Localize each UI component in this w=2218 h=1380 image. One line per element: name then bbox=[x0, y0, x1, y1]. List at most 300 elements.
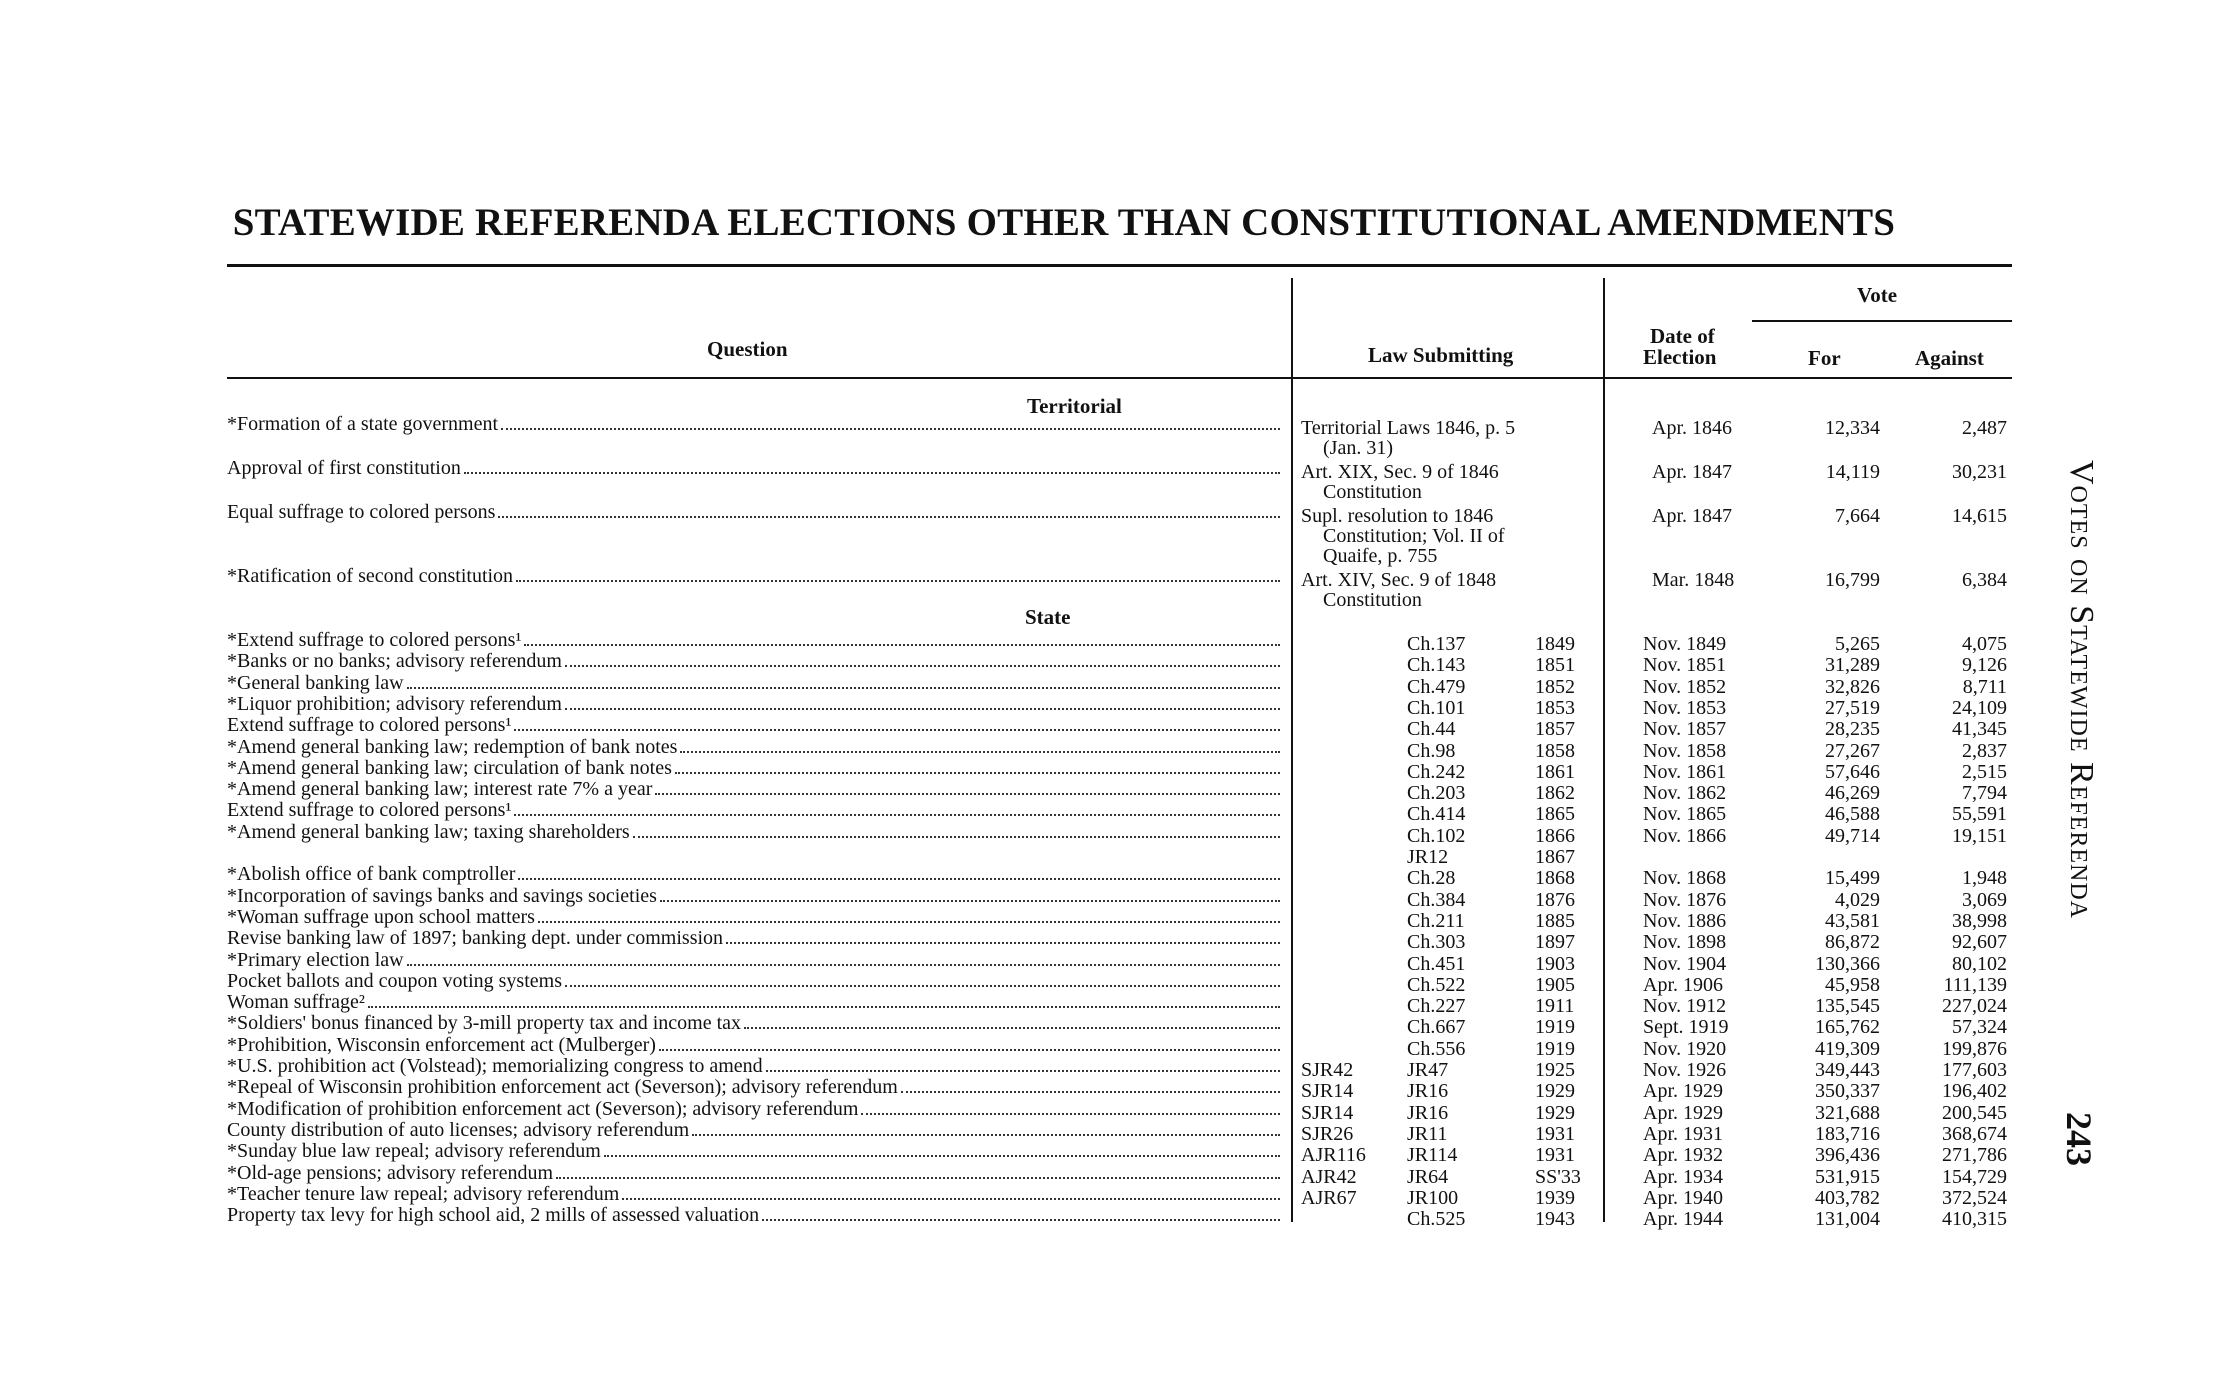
question-text: Extend suffrage to colored persons¹ bbox=[227, 714, 512, 736]
question-text: *Ratification of second constitution bbox=[227, 565, 514, 587]
law-year: 1939 bbox=[1535, 1187, 1575, 1209]
vote-against: 24,109 bbox=[1952, 697, 2007, 719]
vote-against: 41,345 bbox=[1952, 718, 2007, 740]
dot-leader bbox=[368, 1005, 1280, 1008]
dot-leader bbox=[633, 835, 1280, 838]
vote-for: 49,714 bbox=[1825, 825, 1880, 847]
chapter: Ch.522 bbox=[1407, 974, 1466, 996]
table-row bbox=[0, 949, 2218, 975]
law-year: 1853 bbox=[1535, 697, 1575, 719]
vote-for: 419,309 bbox=[1815, 1038, 1880, 1060]
chapter: Ch.101 bbox=[1407, 697, 1466, 719]
question-cell bbox=[227, 822, 1280, 842]
dot-leader bbox=[501, 427, 1280, 430]
table-row bbox=[0, 906, 2218, 932]
vote-for: 45,958 bbox=[1825, 974, 1880, 996]
chapter: Ch.303 bbox=[1407, 931, 1466, 953]
election-date: Nov. 1912 bbox=[1643, 995, 1727, 1017]
dot-leader bbox=[622, 1197, 1280, 1200]
election-date: Apr. 1906 bbox=[1643, 974, 1723, 996]
dot-leader bbox=[407, 963, 1280, 966]
vote-for: 7,664 bbox=[1835, 505, 1880, 527]
chapter: Ch.102 bbox=[1407, 825, 1466, 847]
law-submitting-line: Territorial Laws 1846, p. 5 bbox=[1301, 417, 1516, 439]
page-number: 243 bbox=[2059, 1112, 2099, 1166]
question-cell bbox=[227, 502, 1280, 522]
question-cell bbox=[227, 630, 1280, 650]
dot-leader bbox=[604, 1154, 1280, 1157]
law-year: 1867 bbox=[1535, 846, 1575, 868]
election-date: Nov. 1851 bbox=[1643, 654, 1727, 676]
question-text: *Liquor prohibition; advisory referendum bbox=[227, 693, 562, 715]
question-text: *U.S. prohibition act (Volstead); memorializing congress to amend bbox=[227, 1055, 763, 1077]
law-year: 1858 bbox=[1535, 740, 1575, 762]
election-date: Nov. 1858 bbox=[1643, 740, 1727, 762]
law-submitting-line: Constitution bbox=[1323, 589, 1422, 611]
dot-leader bbox=[762, 1218, 1280, 1221]
election-date: Apr. 1940 bbox=[1643, 1187, 1723, 1209]
chapter: JR12 bbox=[1407, 846, 1449, 868]
vote-for: 4,029 bbox=[1835, 889, 1880, 911]
question-cell bbox=[227, 886, 1280, 906]
law-year: 1861 bbox=[1535, 761, 1575, 783]
page-title: STATEWIDE REFERENDA ELECTIONS OTHER THAN CONSTITUTIONAL AMENDMENTS bbox=[232, 201, 1896, 244]
question-text: *Extend suffrage to colored persons¹ bbox=[227, 629, 522, 651]
election-date: Nov. 1868 bbox=[1643, 867, 1727, 889]
question-cell bbox=[227, 1099, 1280, 1119]
vote-for: 28,235 bbox=[1825, 718, 1880, 740]
vote-group-rule bbox=[1752, 320, 2012, 322]
law-submitting-line: Art. XIX, Sec. 9 of 1846 bbox=[1301, 461, 1499, 483]
question-text: Woman suffrage² bbox=[227, 991, 365, 1013]
chapter: Ch.451 bbox=[1407, 953, 1466, 975]
question-text: Pocket ballots and coupon voting systems bbox=[227, 970, 562, 992]
question-cell bbox=[227, 800, 1280, 820]
question-text: *Woman suffrage upon school matters bbox=[227, 906, 535, 928]
dot-leader bbox=[516, 579, 1280, 582]
dot-leader bbox=[565, 707, 1280, 710]
law-year: 1851 bbox=[1535, 654, 1575, 676]
election-date: Apr. 1929 bbox=[1643, 1080, 1723, 1102]
chapter: Ch.525 bbox=[1407, 1208, 1466, 1230]
table-row bbox=[0, 1140, 2218, 1166]
question-text: Property tax levy for high school aid, 2 mills of assessed valuation bbox=[227, 1204, 760, 1226]
question-cell bbox=[227, 1013, 1280, 1033]
chapter: Ch.98 bbox=[1407, 740, 1456, 762]
table-top-rule bbox=[227, 264, 2012, 267]
question-cell bbox=[227, 673, 1280, 693]
vote-against: 14,615 bbox=[1952, 505, 2007, 527]
dot-leader bbox=[675, 771, 1280, 774]
table-row bbox=[0, 1076, 2218, 1102]
vote-for: 46,588 bbox=[1825, 803, 1880, 825]
question-cell bbox=[227, 715, 1280, 735]
law-submitting-line: Constitution bbox=[1323, 481, 1422, 503]
question-text: *Incorporation of savings banks and savings societies bbox=[227, 885, 657, 907]
header-against: Against bbox=[1915, 346, 1984, 370]
header-bottom-rule bbox=[227, 377, 2012, 379]
table-row bbox=[0, 672, 2218, 698]
law-submitting-line: Supl. resolution to 1846 bbox=[1301, 505, 1494, 527]
question-text: *Abolish office of bank comptroller bbox=[227, 863, 516, 885]
dot-leader bbox=[524, 643, 1280, 646]
table-row bbox=[0, 863, 2218, 889]
chapter: Ch.227 bbox=[1407, 995, 1466, 1017]
table-row bbox=[0, 1034, 2218, 1060]
vote-against: 80,102 bbox=[1952, 953, 2007, 975]
vote-against: 2,487 bbox=[1962, 417, 2007, 439]
question-text: *Banks or no banks; advisory referendum bbox=[227, 650, 562, 672]
law-year: 1931 bbox=[1535, 1123, 1575, 1145]
chapter: Ch.203 bbox=[1407, 782, 1466, 804]
question-cell bbox=[227, 779, 1280, 799]
law-year: 1919 bbox=[1535, 1038, 1575, 1060]
dot-leader bbox=[861, 1112, 1280, 1115]
question-cell bbox=[227, 737, 1280, 757]
vote-against: 177,603 bbox=[1942, 1059, 2007, 1081]
dot-leader bbox=[498, 515, 1280, 518]
vote-for: 403,782 bbox=[1815, 1187, 1880, 1209]
table-row bbox=[0, 799, 2218, 825]
table-row bbox=[0, 693, 2218, 719]
election-date: Nov. 1876 bbox=[1643, 889, 1727, 911]
vote-against: 154,729 bbox=[1942, 1166, 2007, 1188]
election-date: Apr. 1932 bbox=[1643, 1144, 1723, 1166]
vote-against: 57,324 bbox=[1952, 1016, 2007, 1038]
question-cell bbox=[227, 1056, 1280, 1076]
table-row bbox=[0, 1183, 2218, 1209]
chapter: JR16 bbox=[1407, 1102, 1449, 1124]
election-date: Nov. 1886 bbox=[1643, 910, 1727, 932]
bill-number: SJR26 bbox=[1301, 1123, 1354, 1145]
chapter: Ch.556 bbox=[1407, 1038, 1466, 1060]
chapter: Ch.414 bbox=[1407, 803, 1466, 825]
law-submitting-line: (Jan. 31) bbox=[1323, 437, 1393, 459]
dot-leader bbox=[744, 1026, 1280, 1029]
vote-for: 86,872 bbox=[1825, 931, 1880, 953]
question-text: *Amend general banking law; taxing shareholders bbox=[227, 821, 630, 843]
vote-against: 271,786 bbox=[1942, 1144, 2007, 1166]
vote-for: 31,289 bbox=[1825, 654, 1880, 676]
dot-leader bbox=[901, 1090, 1280, 1093]
vote-for: 183,716 bbox=[1815, 1123, 1880, 1145]
table-row bbox=[0, 821, 2218, 847]
election-date: Nov. 1862 bbox=[1643, 782, 1727, 804]
election-date: Nov. 1898 bbox=[1643, 931, 1727, 953]
law-year: 1897 bbox=[1535, 931, 1575, 953]
election-date: Mar. 1848 bbox=[1652, 569, 1735, 591]
law-year: 1865 bbox=[1535, 803, 1575, 825]
vote-against: 7,794 bbox=[1962, 782, 2007, 804]
section-state: State bbox=[1025, 605, 1071, 629]
dot-leader bbox=[538, 920, 1280, 923]
law-year: 1931 bbox=[1535, 1144, 1575, 1166]
vote-for: 27,519 bbox=[1825, 697, 1880, 719]
chapter: Ch.384 bbox=[1407, 889, 1466, 911]
dot-leader bbox=[464, 471, 1280, 474]
table-row bbox=[0, 757, 2218, 783]
dot-leader bbox=[660, 899, 1280, 902]
table-row bbox=[0, 736, 2218, 762]
law-year: 1911 bbox=[1535, 995, 1575, 1017]
vote-against: 227,024 bbox=[1942, 995, 2007, 1017]
question-text: *General banking law bbox=[227, 672, 404, 694]
vote-for: 135,545 bbox=[1815, 995, 1880, 1017]
vote-against: 2,515 bbox=[1962, 761, 2007, 783]
vote-against: 1,948 bbox=[1962, 867, 2007, 889]
vote-against: 55,591 bbox=[1952, 803, 2007, 825]
dot-leader bbox=[565, 984, 1280, 987]
election-date: Apr. 1931 bbox=[1643, 1123, 1723, 1145]
vote-against: 3,069 bbox=[1962, 889, 2007, 911]
vote-against: 9,126 bbox=[1962, 654, 2007, 676]
election-date: Nov. 1866 bbox=[1643, 825, 1727, 847]
question-text: *Teacher tenure law repeal; advisory referendum bbox=[227, 1183, 620, 1205]
vote-for: 531,915 bbox=[1815, 1166, 1880, 1188]
question-text: *Soldiers' bonus financed by 3-mill property tax and income tax bbox=[227, 1012, 742, 1034]
header-law-submitting: Law Submitting bbox=[1368, 343, 1514, 367]
law-year: 1852 bbox=[1535, 676, 1575, 698]
question-cell bbox=[227, 864, 1280, 884]
question-cell bbox=[227, 1077, 1280, 1097]
dot-leader bbox=[680, 750, 1280, 753]
question-cell bbox=[227, 694, 1280, 714]
vote-against: 30,231 bbox=[1952, 461, 2007, 483]
table-row bbox=[0, 457, 2218, 503]
dot-leader bbox=[518, 877, 1280, 880]
law-year: 1929 bbox=[1535, 1102, 1575, 1124]
question-cell bbox=[227, 566, 1280, 586]
law-year: 1866 bbox=[1535, 825, 1575, 847]
vote-for: 12,334 bbox=[1825, 417, 1880, 439]
question-text: Equal suffrage to colored persons bbox=[227, 501, 496, 523]
question-text: *Primary election law bbox=[227, 949, 404, 971]
vote-for: 350,337 bbox=[1815, 1080, 1880, 1102]
table-row bbox=[0, 1098, 2218, 1124]
vote-for: 14,119 bbox=[1825, 461, 1880, 483]
question-cell bbox=[227, 928, 1280, 948]
question-text: *Amend general banking law; circulation of bank notes bbox=[227, 757, 672, 779]
vote-for: 349,443 bbox=[1815, 1059, 1880, 1081]
chapter: Ch.137 bbox=[1407, 633, 1466, 655]
vote-for: 5,265 bbox=[1835, 633, 1880, 655]
question-text: Extend suffrage to colored persons¹ bbox=[227, 799, 512, 821]
table-row bbox=[0, 714, 2218, 740]
chapter: Ch.211 bbox=[1407, 910, 1465, 932]
table-row bbox=[0, 843, 2218, 868]
table-row bbox=[0, 565, 2218, 611]
election-date: Nov. 1861 bbox=[1643, 761, 1727, 783]
header-for: For bbox=[1808, 346, 1841, 370]
question-cell bbox=[227, 971, 1280, 991]
vote-against: 6,384 bbox=[1962, 569, 2007, 591]
dot-leader bbox=[766, 1069, 1280, 1072]
chapter: Ch.667 bbox=[1407, 1016, 1466, 1038]
vote-for: 46,269 bbox=[1825, 782, 1880, 804]
law-year: 1862 bbox=[1535, 782, 1575, 804]
table-row bbox=[0, 1012, 2218, 1038]
chapter: Ch.143 bbox=[1407, 654, 1466, 676]
dot-leader bbox=[407, 686, 1280, 689]
vote-against: 372,524 bbox=[1942, 1187, 2007, 1209]
question-cell bbox=[227, 651, 1280, 671]
question-cell bbox=[227, 950, 1280, 970]
election-date: Apr. 1934 bbox=[1643, 1166, 1723, 1188]
vote-for: 131,004 bbox=[1815, 1208, 1880, 1230]
law-year: 1919 bbox=[1535, 1016, 1575, 1038]
chapter: JR16 bbox=[1407, 1080, 1449, 1102]
question-text: Approval of first constitution bbox=[227, 457, 461, 479]
dot-leader bbox=[726, 941, 1280, 944]
law-year: 1885 bbox=[1535, 910, 1575, 932]
law-year: 1857 bbox=[1535, 718, 1575, 740]
question-cell bbox=[227, 907, 1280, 927]
question-cell bbox=[227, 414, 1280, 434]
election-date: Nov. 1865 bbox=[1643, 803, 1727, 825]
table-row bbox=[0, 1055, 2218, 1081]
vote-against: 199,876 bbox=[1942, 1038, 2007, 1060]
question-text: *Repeal of Wisconsin prohibition enforcement act (Severson); advisory referendum bbox=[227, 1076, 898, 1098]
election-date: Nov. 1926 bbox=[1643, 1059, 1727, 1081]
vote-for: 32,826 bbox=[1825, 676, 1880, 698]
law-submitting-line: Art. XIV, Sec. 9 of 1848 bbox=[1301, 569, 1497, 591]
table-row bbox=[0, 1204, 2218, 1230]
vote-for: 43,581 bbox=[1825, 910, 1880, 932]
question-cell bbox=[227, 458, 1280, 478]
header-date-line2: Election bbox=[1643, 345, 1717, 369]
chapter: Ch.479 bbox=[1407, 676, 1466, 698]
section-territorial: Territorial bbox=[1027, 394, 1122, 418]
law-year: 1903 bbox=[1535, 953, 1575, 975]
vote-for: 165,762 bbox=[1815, 1016, 1880, 1038]
chapter: Ch.44 bbox=[1407, 718, 1456, 740]
vote-for: 16,799 bbox=[1825, 569, 1880, 591]
election-date: Apr. 1846 bbox=[1652, 417, 1732, 439]
vote-against: 200,545 bbox=[1942, 1102, 2007, 1124]
election-date: Apr. 1929 bbox=[1643, 1102, 1723, 1124]
side-heading: Votes on Statewide Referenda bbox=[2063, 460, 2100, 920]
vote-for: 321,688 bbox=[1815, 1102, 1880, 1124]
table-row bbox=[0, 501, 2218, 567]
question-text: Revise banking law of 1897; banking dept. under commission bbox=[227, 927, 724, 949]
vote-against: 196,402 bbox=[1942, 1080, 2007, 1102]
election-date: Apr. 1944 bbox=[1643, 1208, 1723, 1230]
vote-against: 368,674 bbox=[1942, 1123, 2007, 1145]
election-date: Apr. 1847 bbox=[1652, 505, 1732, 527]
question-text: *Formation of a state government bbox=[227, 413, 499, 435]
election-date: Sept. 1919 bbox=[1643, 1016, 1729, 1038]
vote-against: 8,711 bbox=[1962, 676, 2007, 698]
question-cell bbox=[227, 1120, 1280, 1140]
law-year: 1929 bbox=[1535, 1080, 1575, 1102]
law-submitting-line: Quaife, p. 755 bbox=[1323, 545, 1438, 567]
vote-against: 38,998 bbox=[1952, 910, 2007, 932]
vote-against: 2,837 bbox=[1962, 740, 2007, 762]
table-row bbox=[0, 885, 2218, 911]
law-year: 1925 bbox=[1535, 1059, 1575, 1081]
law-year: SS'33 bbox=[1535, 1166, 1581, 1188]
chapter: JR47 bbox=[1407, 1059, 1449, 1081]
table-row bbox=[0, 1162, 2218, 1188]
vote-for: 15,499 bbox=[1825, 867, 1880, 889]
dot-leader bbox=[565, 664, 1280, 667]
table-row bbox=[0, 991, 2218, 1017]
election-date: Nov. 1853 bbox=[1643, 697, 1727, 719]
dot-leader bbox=[514, 728, 1280, 731]
table-row bbox=[0, 413, 2218, 459]
election-date: Nov. 1904 bbox=[1643, 953, 1727, 975]
question-cell bbox=[227, 758, 1280, 778]
law-submitting-line: Constitution; Vol. II of bbox=[1323, 525, 1505, 547]
header-vote: Vote bbox=[1857, 283, 1898, 307]
question-text: *Sunday blue law repeal; advisory referendum bbox=[227, 1140, 601, 1162]
vote-for: 57,646 bbox=[1825, 761, 1880, 783]
chapter: JR100 bbox=[1407, 1187, 1459, 1209]
table-row bbox=[0, 650, 2218, 676]
bill-number: AJR67 bbox=[1301, 1187, 1357, 1209]
election-date: Nov. 1852 bbox=[1643, 676, 1727, 698]
table-row bbox=[0, 970, 2218, 996]
vote-against: 410,315 bbox=[1942, 1208, 2007, 1230]
election-date: Nov. 1920 bbox=[1643, 1038, 1727, 1060]
table-row bbox=[0, 1119, 2218, 1145]
vote-for: 130,366 bbox=[1815, 953, 1880, 975]
election-date: Nov. 1849 bbox=[1643, 633, 1727, 655]
question-text: *Amend general banking law; redemption of bank notes bbox=[227, 736, 678, 758]
question-text: *Amend general banking law; interest rate 7% a year bbox=[227, 778, 653, 800]
vote-against: 92,607 bbox=[1952, 931, 2007, 953]
header-date-line1: Date of bbox=[1650, 324, 1715, 348]
bill-number: SJR42 bbox=[1301, 1059, 1354, 1081]
bill-number: SJR14 bbox=[1301, 1102, 1354, 1124]
table-row bbox=[0, 927, 2218, 953]
question-text: *Modification of prohibition enforcement act (Severson); advisory referendum bbox=[227, 1098, 859, 1120]
bill-number: AJR42 bbox=[1301, 1166, 1357, 1188]
vote-against: 4,075 bbox=[1962, 633, 2007, 655]
law-year: 1876 bbox=[1535, 889, 1575, 911]
question-cell bbox=[227, 1035, 1280, 1055]
dot-leader bbox=[655, 792, 1280, 795]
chapter: JR114 bbox=[1407, 1144, 1458, 1166]
dot-leader bbox=[556, 1176, 1280, 1179]
dot-leader bbox=[659, 1048, 1280, 1051]
question-cell bbox=[227, 1163, 1280, 1183]
law-year: 1905 bbox=[1535, 974, 1575, 996]
law-year: 1868 bbox=[1535, 867, 1575, 889]
question-cell bbox=[227, 1205, 1280, 1225]
bill-number: SJR14 bbox=[1301, 1080, 1354, 1102]
vote-against: 19,151 bbox=[1952, 825, 2007, 847]
chapter: Ch.28 bbox=[1407, 867, 1456, 889]
chapter: Ch.242 bbox=[1407, 761, 1466, 783]
election-date: Apr. 1847 bbox=[1652, 461, 1732, 483]
vote-against: 111,139 bbox=[1943, 974, 2007, 996]
law-year: 1943 bbox=[1535, 1208, 1575, 1230]
chapter: JR11 bbox=[1407, 1123, 1448, 1145]
law-year: 1849 bbox=[1535, 633, 1575, 655]
question-text: County distribution of auto licenses; advisory referendum bbox=[227, 1119, 690, 1141]
dot-leader bbox=[692, 1133, 1280, 1136]
vote-for: 27,267 bbox=[1825, 740, 1880, 762]
question-text: *Prohibition, Wisconsin enforcement act (Mulberger) bbox=[227, 1034, 656, 1056]
chapter: JR64 bbox=[1407, 1166, 1449, 1188]
question-cell bbox=[227, 992, 1280, 1012]
vote-for: 396,436 bbox=[1815, 1144, 1880, 1166]
question-cell bbox=[227, 1184, 1280, 1204]
table-row bbox=[0, 629, 2218, 655]
table-row bbox=[0, 778, 2218, 804]
dot-leader bbox=[514, 813, 1280, 816]
